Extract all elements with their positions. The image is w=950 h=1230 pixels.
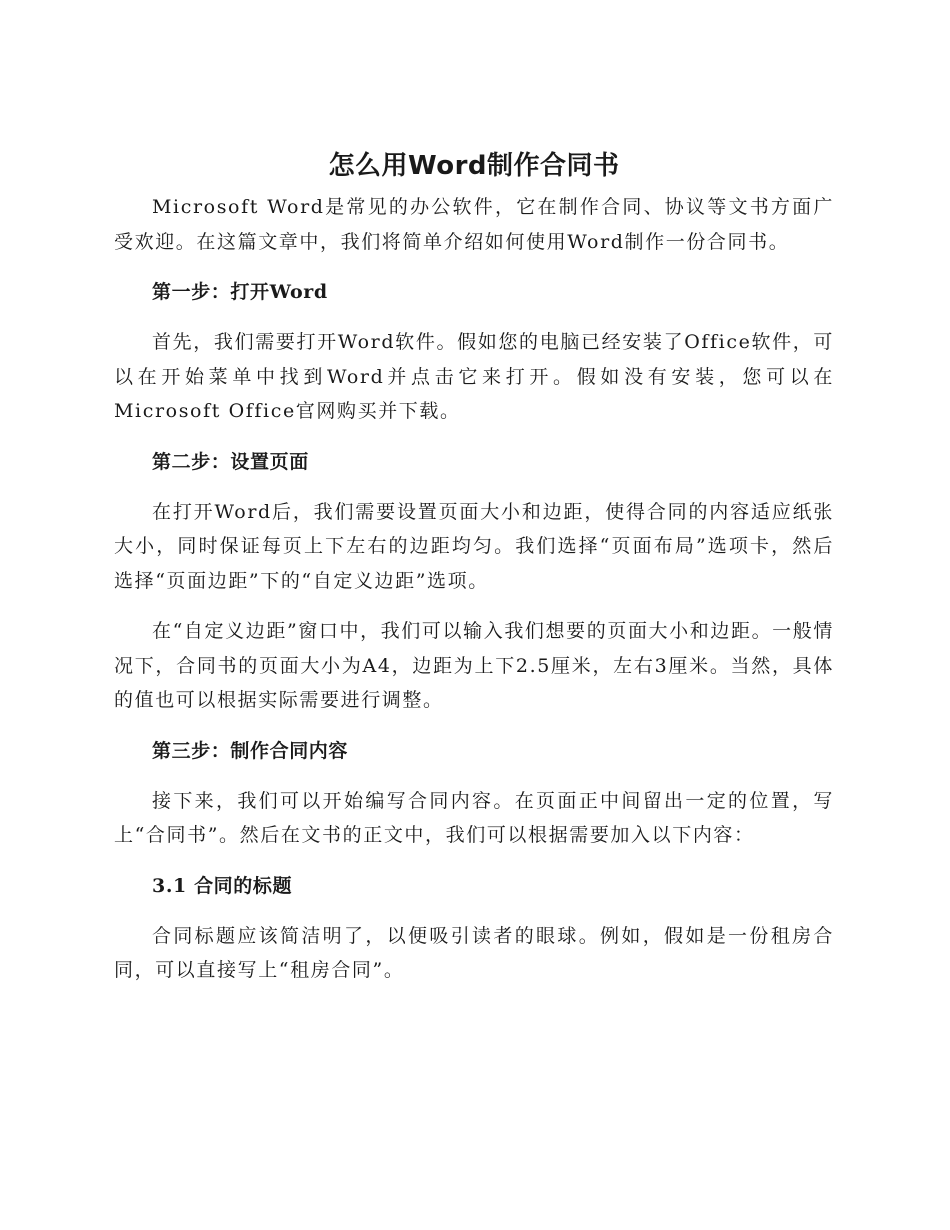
step-1-heading: 第一步：打开Word	[152, 281, 328, 303]
step-3-paragraph: 接下来，我们可以开始编写合同内容。在页面正中间留出一定的位置，写上“合同书”。然后在文书的正文中，我们可以根据需要加入以下内容：	[114, 789, 834, 846]
step-2-paragraph-2: 在“自定义边距”窗口中，我们可以输入我们想要的页面大小和边距。一般情况下，合同书的页面大小为A4，边距为上下2.5厘米，左右3厘米。当然，具体的值也可以根据实际需要进行调整。	[114, 620, 834, 711]
document-title: 怎么用Word制作合同书	[328, 151, 620, 181]
section-3-1-heading: 3.1 合同的标题	[152, 874, 293, 897]
step-1-paragraph: 首先，我们需要打开Word软件。假如您的电脑已经安装了Office软件，可以在开始菜单中找到Word并点击它来打开。假如没有安装，您可以在Microsoft Office官网购买并下载。	[114, 331, 834, 422]
step-3-heading: 第三步：制作合同内容	[152, 739, 349, 762]
document-body	[114, 148, 834, 1004]
step-2-heading: 第二步：设置页面	[152, 450, 309, 473]
step-2-paragraph-1: 在打开Word后，我们需要设置页面大小和边距，使得合同的内容适应纸张大小，同时保证每页上下左右的边距均匀。我们选择“页面布局”选项卡，然后选择“页面边距”下的“自定义边距”选项。	[114, 500, 834, 592]
intro-paragraph: Microsoft Word是常见的办公软件，它在制作合同、协议等文书方面广受欢迎。在这篇文章中，我们将简单介绍如何使用Word制作一份合同书。	[114, 196, 834, 253]
section-3-1-paragraph: 合同标题应该简洁明了，以便吸引读者的眼球。例如，假如是一份租房合同，可以直接写上“租房合同”。	[114, 924, 834, 981]
